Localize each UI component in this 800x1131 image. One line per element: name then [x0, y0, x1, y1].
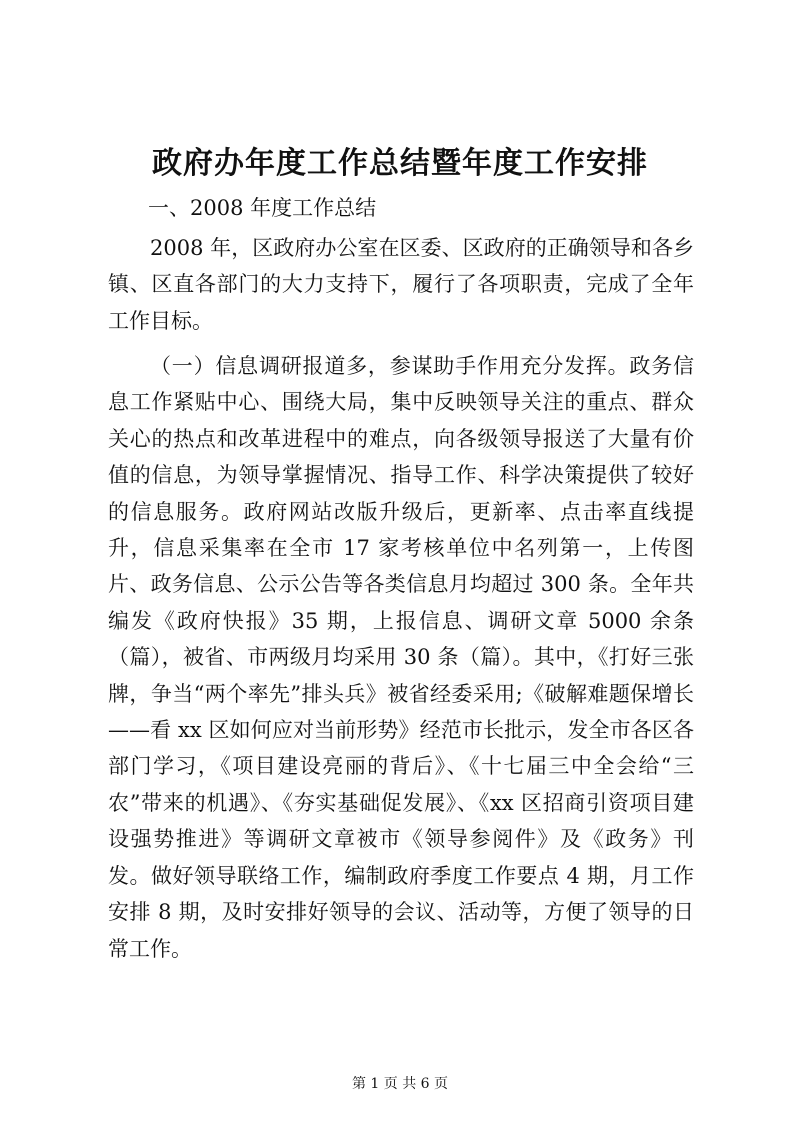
paragraph-intro: 2008 年，区政府办公室在区委、区政府的正确领导和各乡镇、区直各部门的大力支持下，履行了各项职责，完成了全年工作目标。: [108, 236, 694, 333]
page-footer: 第 1 页 共 6 页: [351, 1076, 449, 1092]
section-heading: 一、2008 年度工作总结: [148, 196, 377, 220]
document-title: 政府办年度工作总结暨年度工作安排: [152, 146, 648, 181]
paragraph-information-research: （一）信息调研报道多，参谋助手作用充分发挥。政务信息工作紧贴中心、围绕大局，集中反映领导关注的重点、群众关心的热点和改革进程中的难点，向各级领导报送了大量有价值的信息，为领导掌握情况、指导工作、科学决策提供了较好的信息服务。政府网站改版升级后，更新率、点击率直线提升，信息采集率在全市 17 家考核单位中名列第一，上传图片、政务信息、公示公告等各类信息月均超过 300 条。全年共编发《政府快报》35 期，上报信息、调研文章 5000 余条（篇），被省、市两级月均采用 30 条（篇）。其中，《打好三张牌，争当“两个率先”排头兵》被省经委采用;《破解难题保增长——看 xx 区如何应对当前形势》经范市长批示，发全市各区各部门学习，《项目建设亮丽的背后》、《十七届三中全会给“三农”带来的机遇》、《夯实基础促发展》、《xx 区招商引资项目建设强势推进》等调研文章被市《领导参阅件》及《政务》刊发。做好领导联络工作，编制政府季度工作要点 4 期，月工作安排 8 期，及时安排好领导的会议、活动等，方便了领导的日常工作。: [108, 354, 694, 961]
